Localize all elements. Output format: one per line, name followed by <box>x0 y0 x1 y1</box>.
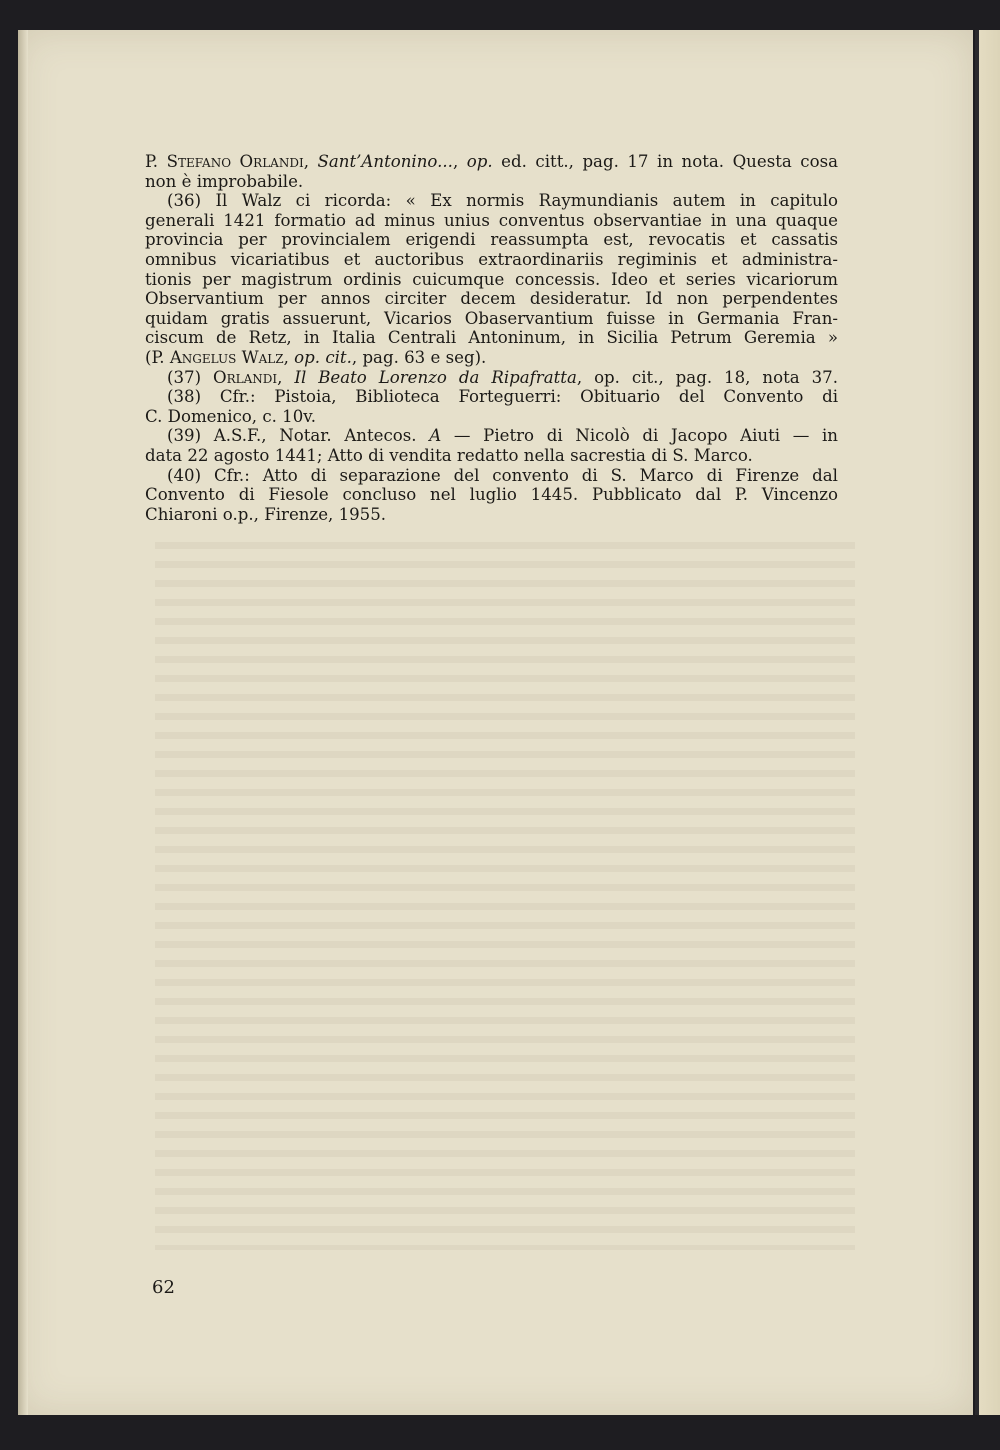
footnote-line: C. Domenico, c. 10v. <box>145 406 316 426</box>
footnote-line: Observantium per annos circiter decem desideratur. Id non perpendentes <box>145 289 838 309</box>
footnote-line: generali 1421 formatio ad minus unius conventus observantiae in una quaque <box>145 210 838 230</box>
footnote-39-start: (39) A.S.F., Notar. Antecos. A — Pietro di Nicolò di Jacopo Aiuti — in <box>167 426 838 446</box>
footnote-line: omnibus vicariatibus et auctoribus extraordinariis regiminis et administra- <box>145 249 838 269</box>
page-number: 62 <box>152 1277 175 1298</box>
footnotes-text <box>145 152 838 524</box>
footnote-38-start: (38) Cfr.: Pistoia, Biblioteca Forteguerri: Obituario del Convento di <box>167 387 838 407</box>
footnote-line: non è improbabile. <box>145 171 304 191</box>
footnote-line: provincia per provincialem erigendi reassumpta est, revocatis et cassatis <box>145 230 838 250</box>
footnote-line: quidam gratis assuerunt, Vicarios Obaservantium fuisse in Germania Fran- <box>145 308 838 328</box>
page-gutter <box>18 30 28 1415</box>
footnote-40-start: (40) Cfr.: Atto di separazione del convento di S. Marco di Firenze dal <box>167 465 838 485</box>
adjacent-page-edge <box>975 30 1000 1415</box>
footnote-line: P. Stefano Orlandi, Sant’Antonino..., op. ed. citt., pag. 17 in nota. Questa cosa <box>145 152 838 171</box>
footnote-36-start: (36) Il Walz ci ricorda: « Ex normis Raymundianis autem in capitulo <box>167 191 838 211</box>
footnote-line: Chiaroni o.p., Firenze, 1955. <box>145 504 387 524</box>
footnote-line: tionis per magistrum ordinis cuicumque concessis. Ideo et series vicariorum <box>145 269 838 289</box>
bleed-through-text <box>155 530 855 1250</box>
footnote-line: (P. Angelus Walz, op. cit., pag. 63 e seg). <box>145 347 487 367</box>
footnote-line: data 22 agosto 1441; Atto di vendita redatto nella sacrestia di S. Marco. <box>145 445 753 465</box>
footnote-line: Convento di Fiesole concluso nel luglio 1445. Pubblicato dal P. Vincenzo <box>145 485 838 505</box>
footnote-37: (37) Orlandi, Il Beato Lorenzo da Ripafratta, op. cit., pag. 18, nota 37. <box>167 367 838 387</box>
footnote-line: ciscum de Retz, in Italia Centrali Antoninum, in Sicilia Petrum Geremia » <box>145 328 838 348</box>
